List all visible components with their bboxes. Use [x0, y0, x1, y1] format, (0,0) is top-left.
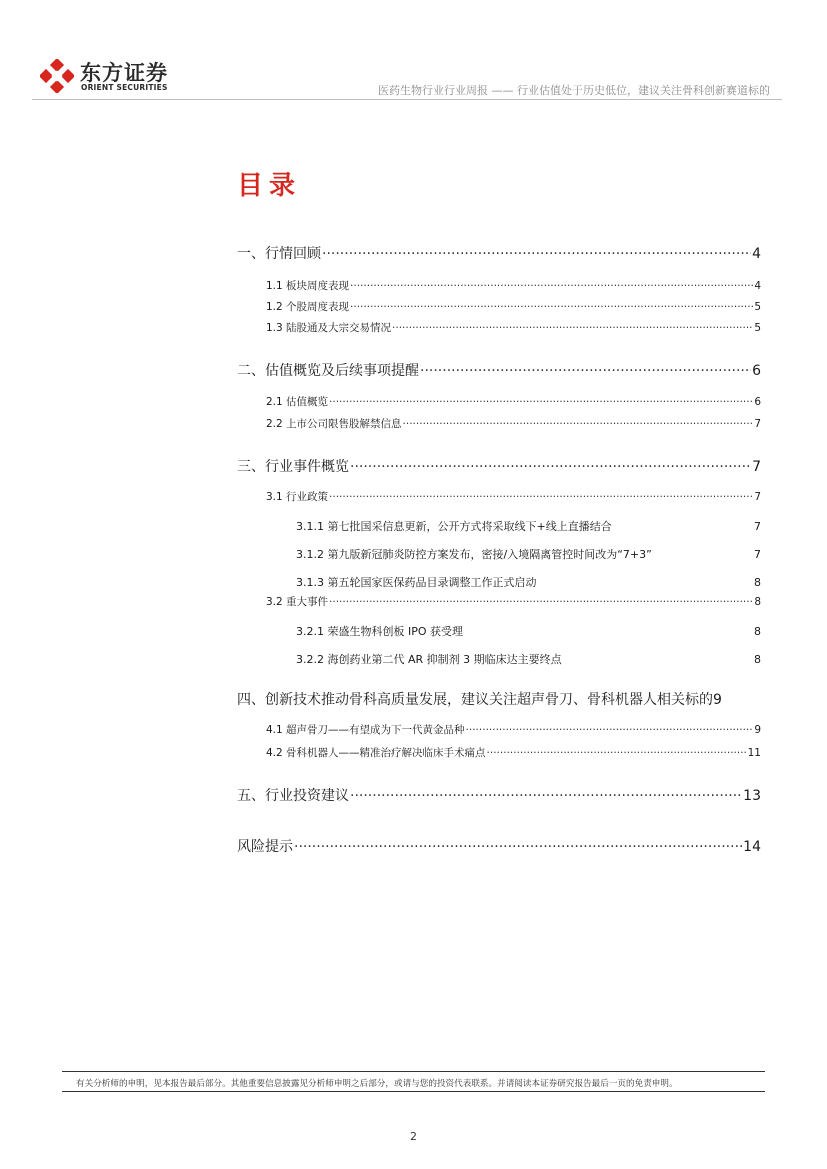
toc-entry-page: 8 [754, 576, 761, 589]
toc-entry-page: 11 [747, 747, 761, 759]
report-title: 医药生物行业行业周报 —— 行业估值处于历史低位，建议关注骨科创新赛道标的 [378, 84, 770, 97]
toc-leader [466, 724, 754, 736]
toc-entry[interactable] [237, 836, 761, 856]
toc-entry[interactable] [296, 574, 761, 590]
toc-entry-page: 6 [752, 363, 761, 379]
toc-entry-page: 13 [743, 788, 761, 804]
toc-leader [350, 788, 742, 804]
toc-entry-page: 6 [754, 396, 761, 408]
toc-entry-label: 4.2 骨科机器人——精准治疗解决临床手术痛点 [266, 747, 486, 759]
toc-entry-label: 五、行业投资建议 [237, 788, 349, 804]
page-number: 2 [410, 1130, 417, 1143]
toc-entry-label: 3.1.1 第七批国采信息更新，公开方式将采取线下+线上直播结合 [296, 520, 612, 533]
toc-entry-label: 三、行业事件概览 [237, 459, 349, 475]
toc-entry[interactable] [266, 416, 761, 431]
toc-leader [329, 491, 753, 503]
toc-entry-page: 8 [754, 625, 761, 638]
toc-entry-page: 9 [754, 724, 761, 736]
toc-entry[interactable] [266, 320, 761, 335]
toc-entry-page: 9 [713, 692, 722, 708]
toc-leader [392, 322, 753, 334]
toc-entry-page: 14 [743, 839, 761, 855]
toc-leader [329, 596, 753, 608]
toc-entry[interactable] [237, 689, 767, 709]
toc-entry-label: 4.1 超声骨刀——有望成为下一代黄金品种 [266, 724, 465, 736]
toc-entry[interactable] [296, 518, 761, 534]
toc-entry-label: 1.3 陆股通及大宗交易情况 [266, 322, 392, 334]
toc-entry[interactable] [266, 745, 761, 760]
toc-entry[interactable] [266, 299, 761, 314]
toc-entry-label: 3.2.1 荣盛生物科创板 IPO 获受理 [296, 625, 464, 638]
toc-entry-label: 1.1 板块周度表现 [266, 280, 350, 292]
toc-entry[interactable] [296, 623, 761, 639]
toc-entry[interactable] [296, 651, 761, 667]
toc-entry-page: 4 [752, 246, 761, 262]
toc-entry-label: 3.2.2 海创药业第二代 AR 抑制剂 3 期临床达主要终点 [296, 653, 562, 666]
toc-entry-label: 四、创新技术推动骨科高质量发展，建议关注超声骨刀、骨科机器人相关标的 [237, 692, 713, 708]
toc-entry[interactable] [237, 243, 761, 263]
toc-entry[interactable] [237, 360, 761, 380]
toc-entry-page: 7 [752, 459, 761, 475]
toc-leader [350, 459, 751, 475]
toc-entry-page: 5 [754, 322, 761, 334]
toc-leader [294, 839, 742, 855]
toc-entry-label: 2.1 估值概览 [266, 396, 329, 408]
footer-divider-bottom [62, 1091, 765, 1092]
toc-entry[interactable] [266, 594, 761, 609]
toc-entry[interactable] [237, 785, 761, 805]
logo-chinese-name: 东方证券 [80, 61, 168, 85]
toc-entry-page: 7 [754, 520, 761, 533]
toc-entry-page: 4 [754, 280, 761, 292]
toc-entry-page: 5 [754, 301, 761, 313]
toc-leader [420, 363, 751, 379]
toc-entry-label: 3.1 行业政策 [266, 491, 329, 503]
toc-entry[interactable] [266, 394, 761, 409]
toc-entry-label: 3.2 重大事件 [266, 596, 329, 608]
toc-entry[interactable] [237, 456, 761, 476]
toc-entry-page: 7 [754, 548, 761, 561]
toc-leader [322, 246, 751, 262]
toc-entry[interactable] [266, 722, 761, 737]
toc-entry-label: 1.2 个股周度表现 [266, 301, 350, 313]
toc-entry-label: 二、估值概览及后续事项提醒 [237, 363, 419, 379]
toc-entry-label: 风险提示 [237, 839, 293, 855]
toc-leader [487, 747, 747, 759]
toc-entry-page: 7 [754, 418, 761, 430]
footer-disclaimer: 有关分析师的申明，见本报告最后部分。其他重要信息披露见分析师申明之后部分，或请与您的投资代表联系。并请阅读本证券研究报告最后一页的免责申明。 [76, 1079, 678, 1089]
toc-heading: 目录 [237, 171, 302, 201]
logo-english-name: ORIENT SECURITIES [81, 83, 168, 92]
toc-entry-label: 一、行情回顾 [237, 246, 321, 262]
toc-leader [403, 418, 754, 430]
toc-entry-label: 3.1.3 第五轮国家医保药品目录调整工作正式启动 [296, 576, 537, 589]
footer-divider-top [62, 1071, 765, 1072]
toc-entry[interactable] [296, 546, 761, 562]
toc-entry-page: 8 [754, 596, 761, 608]
toc-entry-label: 3.1.2 第九版新冠肺炎防控方案发布，密接/入境隔离管控时间改为“7+3” [296, 548, 652, 561]
toc-entry-page: 7 [754, 491, 761, 503]
toc-entry[interactable] [266, 278, 761, 293]
toc-entry-label: 2.2 上市公司限售股解禁信息 [266, 418, 402, 430]
toc-entry[interactable] [266, 489, 761, 504]
toc-leader [329, 396, 753, 408]
toc-leader [350, 280, 753, 292]
toc-entry-page: 8 [754, 653, 761, 666]
toc-leader [350, 301, 753, 313]
